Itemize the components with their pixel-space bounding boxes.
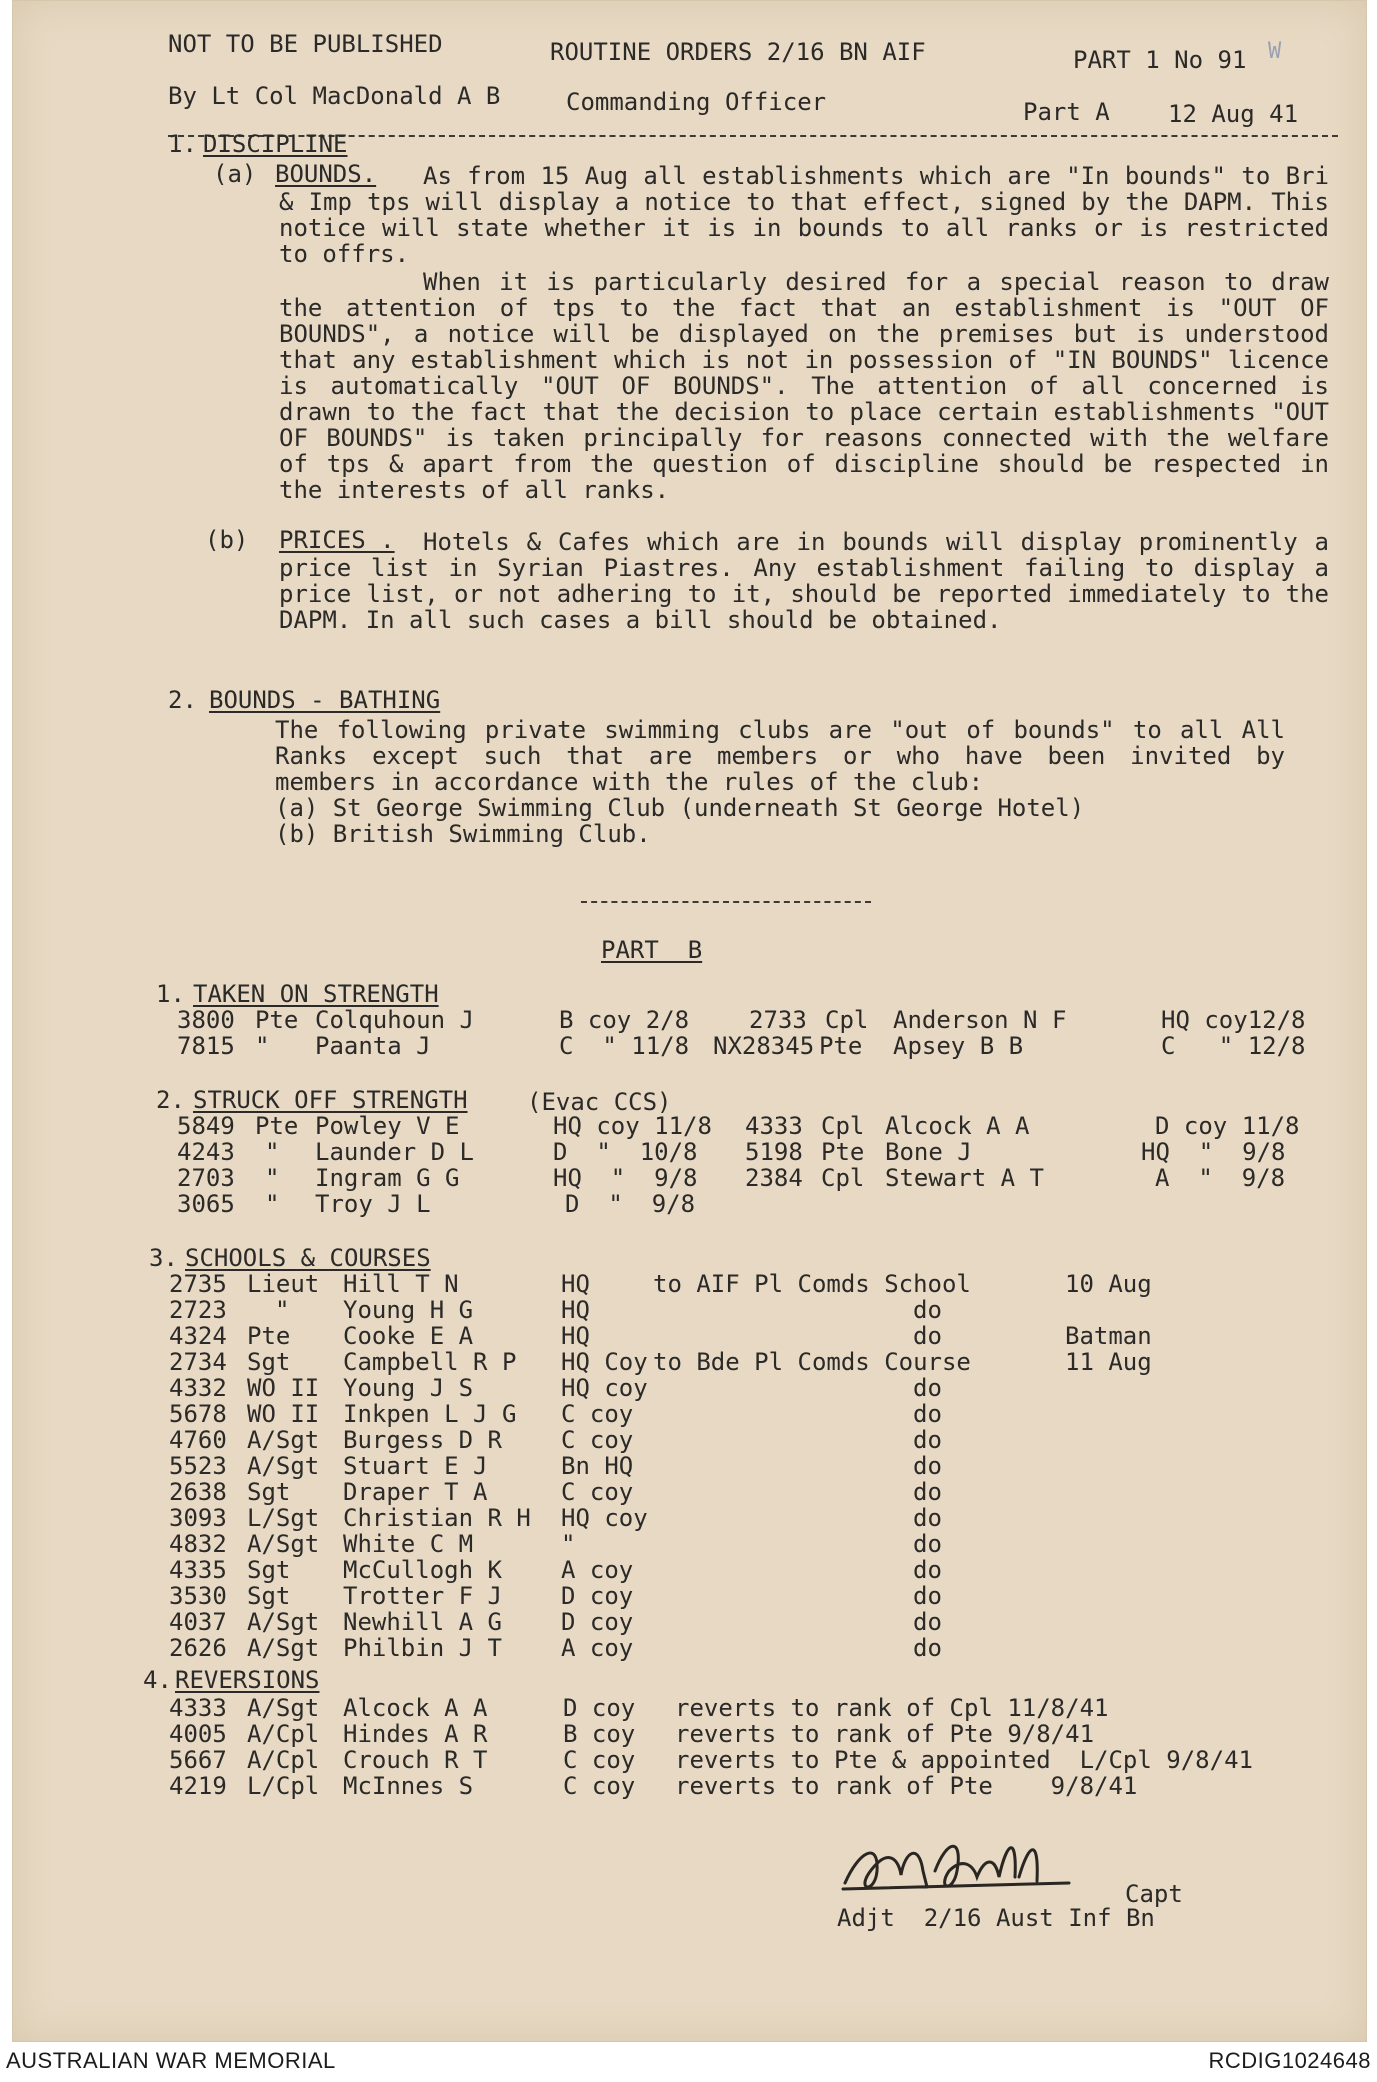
bounds-paragraph-2: When it is particularly desired for a special reason to draw the attention of tps to the fact that an establishment is "OUT OF BOUNDS", a notice will be displayed on the premises but is understood that any establishment which is not in possession of "IN BOUNDS" licence is automatically "OUT OF BOUNDS". The attention of all concerned is drawn to the fact that the decision to place certain establishments "OUT OF BOUNDS" is taken principally for reasons connected with the welfare of tps & apart from the question of discipline should be respected in the interests of all ranks. <box>279 268 1329 504</box>
reversions-number: 4. <box>143 1666 172 1694</box>
table-row: 2723 " Young H G HQ do <box>169 1296 942 1324</box>
schools-number: 3. <box>149 1244 178 1272</box>
part-b-heading: PART B <box>601 936 703 964</box>
document-page <box>12 0 1367 2042</box>
schools-title: SCHOOLS & COURSES <box>185 1244 431 1272</box>
signature-rank: Capt <box>1125 1880 1183 1908</box>
section-1-number: 1. <box>168 130 197 158</box>
table-row: 5667 A/Cpl Crouch R T C coy reverts to Pte & appointed L/Cpl 9/8/41 <box>169 1746 1253 1774</box>
club-item-b: (b) British Swimming Club. <box>275 820 651 848</box>
section-1-title: DISCIPLINE <box>203 130 348 158</box>
table-row: 4760 A/Sgt Burgess D R C coy do <box>169 1426 942 1454</box>
table-row: 4324 Pte Cooke E A HQ do Batman <box>169 1322 1152 1350</box>
commanding-officer-label: Commanding Officer <box>566 88 827 116</box>
taken-title: TAKEN ON STRENGTH <box>193 980 439 1008</box>
item-a-label: (a) <box>213 160 257 188</box>
item-b-title: PRICES . <box>279 526 395 554</box>
table-row: 4219 L/Cpl McInnes S C coy reverts to rank of Pte 9/8/41 <box>169 1772 1138 1800</box>
struck-note: (Evac CCS) <box>527 1088 672 1116</box>
signature-scribble <box>839 1831 1139 1911</box>
table-row: 4332 WO II Young J S HQ coy do <box>169 1374 942 1402</box>
by-line: By Lt Col MacDonald A B <box>168 82 501 110</box>
table-row: 7815 " Paanta J C " 11/8 NX28345 Pte Apsey B B C " 12/8 <box>177 1032 1306 1060</box>
table-row: 2735 Lieut Hill T N HQ to AIF Pl Comds School 10 Aug <box>169 1270 1152 1298</box>
table-row: 4333 A/Sgt Alcock A A D coy reverts to rank of Cpl 11/8/41 <box>169 1694 1109 1722</box>
table-row: 4335 Sgt McCullogh K A coy do <box>169 1556 942 1584</box>
footer-source: AUSTRALIAN WAR MEMORIAL <box>6 2048 336 2073</box>
struck-number: 2. <box>156 1086 185 1114</box>
bounds-paragraph-1: As from 15 Aug all establishments which are "In bounds" to Bri & Imp tps will display a notice to that effect, signed by the DAPM. This notice will state whether it is in bounds to all ranks or is restricted to offrs. <box>279 162 1329 268</box>
prices-paragraph: Hotels & Cafes which are in bounds will display prominently a price list in Syrian Piastres. Any establishment failing to display a price list, or not adhering to it, should be reported immediately to the DAPM. In all such cases a bill should be obtained. <box>279 528 1329 634</box>
taken-number: 1. <box>156 980 185 1008</box>
part-a-label: Part A <box>1023 98 1110 126</box>
table-row: 4243 " Launder D L D " 10/8 5198 Pte Bone J HQ " 9/8 <box>177 1138 1286 1166</box>
part-number: PART 1 No 91 <box>1073 46 1247 74</box>
item-a-title: BOUNDS. <box>275 160 377 188</box>
reversions-title: REVERSIONS <box>175 1666 320 1694</box>
table-row: 2638 Sgt Draper T A C coy do <box>169 1478 942 1506</box>
section-2-title: BOUNDS - BATHING <box>209 686 441 714</box>
item-b-label: (b) <box>205 526 249 554</box>
section-2-number: 2. <box>168 686 197 714</box>
table-row: 4832 A/Sgt White C M " do <box>169 1530 942 1558</box>
table-row: 3093 L/Sgt Christian R H HQ coy do <box>169 1504 942 1532</box>
part-separator <box>581 901 871 903</box>
table-row: 5523 A/Sgt Stuart E J Bn HQ do <box>169 1452 942 1480</box>
signature-title: Adjt 2/16 Aust Inf Bn <box>837 1904 1155 1932</box>
table-row: 4005 A/Cpl Hindes A R B coy reverts to rank of Pte 9/8/41 <box>169 1720 1095 1748</box>
table-row: 5849 Pte Powley V E HQ coy 11/8 4333 Cpl Alcock A A D coy 11/8 <box>177 1112 1300 1140</box>
club-item-a: (a) St George Swimming Club (underneath St George Hotel) <box>275 794 1085 822</box>
table-row: 4037 A/Sgt Newhill A G D coy do <box>169 1608 942 1636</box>
table-row: 3065 " Troy J L D " 9/8 <box>177 1190 696 1218</box>
footer-id: RCDIG1024648 <box>1208 2048 1371 2073</box>
table-row: 2626 A/Sgt Philbin J T A coy do <box>169 1634 942 1662</box>
table-row: 5678 WO II Inkpen L J G C coy do <box>169 1400 942 1428</box>
table-row: 2703 " Ingram G G HQ " 9/8 2384 Cpl Stewart A T A " 9/8 <box>177 1164 1286 1192</box>
struck-title: STRUCK OFF STRENGTH <box>193 1086 468 1114</box>
not-published-label: NOT TO BE PUBLISHED <box>168 30 443 58</box>
bathing-paragraph: The following private swimming clubs are "out of bounds" to all All Ranks except such that are members or who have been invited by members in accordance with the rules of the club: <box>275 716 1285 796</box>
table-row: 3800 Pte Colquhoun J B coy 2/8 2733 Cpl Anderson N F HQ coy12/8 <box>177 1006 1306 1034</box>
pencil-annotation: W <box>1268 39 1282 64</box>
order-date: 12 Aug 41 <box>1168 100 1299 128</box>
table-row: 3530 Sgt Trotter F J D coy do <box>169 1582 942 1610</box>
document-title: ROUTINE ORDERS 2/16 BN AIF <box>550 38 926 66</box>
table-row: 2734 Sgt Campbell R P HQ Coy to Bde Pl Comds Course 11 Aug <box>169 1348 1152 1376</box>
